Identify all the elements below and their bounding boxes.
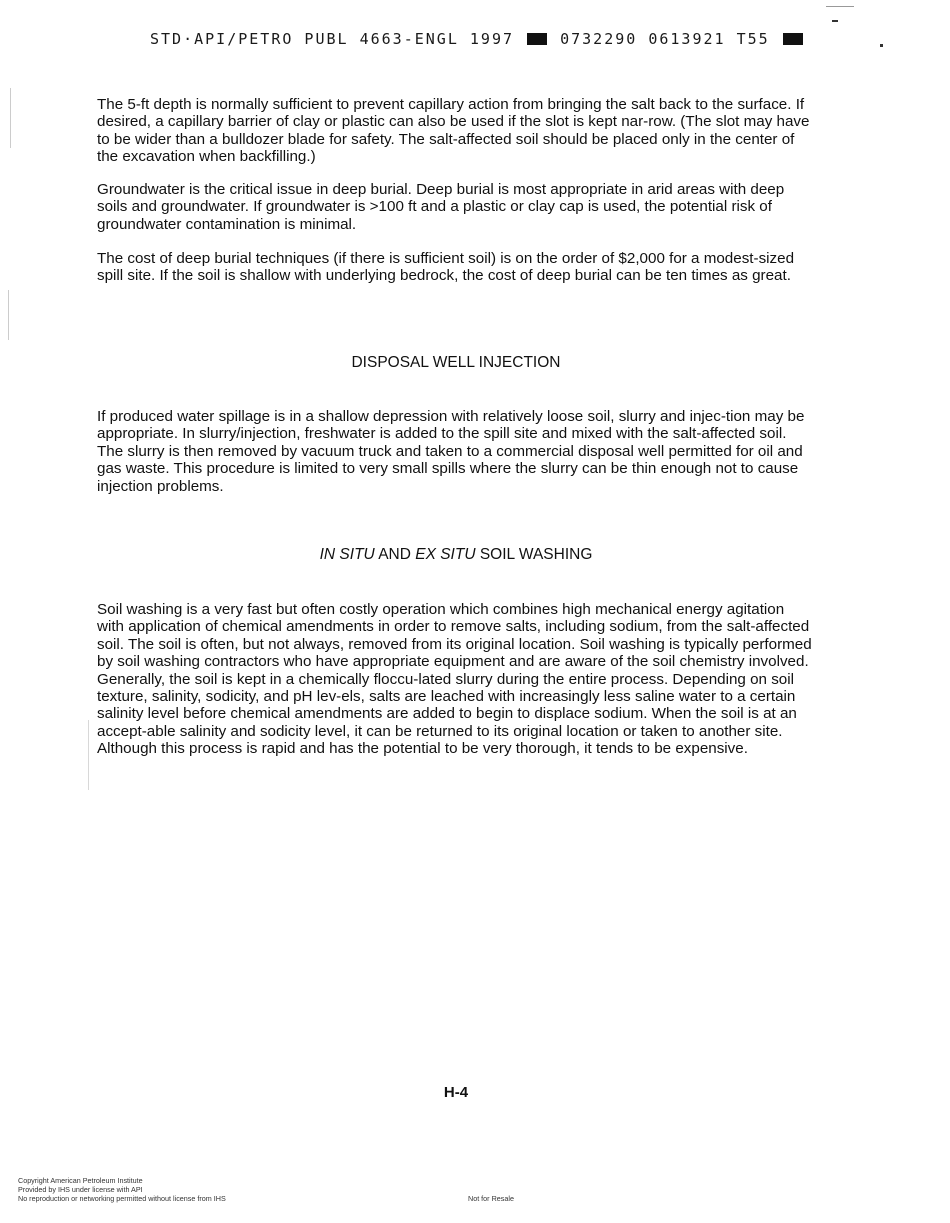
document-header-code [150,30,805,48]
scan-corner-mark [826,6,854,7]
header-serial: 0732290 0613921 T55 [560,30,770,48]
header-block-mark [527,33,547,45]
paragraph-groundwater: Groundwater is the critical issue in deep burial. Deep burial is most appropriate in arid areas with deep soils and groundwater. If groundwater is >100 ft and a plastic or clay cap is used, the potential risk of groundwater contamination is minimal. [97,181,785,233]
paragraph-capillary: The 5-ft depth is normally sufficient to prevent capillary action from bringing the salt back to the surface. If desired, a capillary barrier of clay or plastic can also be used if the slot is kept nar-row. (The slot may have to be wider than a bulldozer blade for safety. The salt-affected soil should be placed only in the center of the excavation when backfilling.) [97,96,810,166]
heading-disposal-well-injection: DISPOSAL WELL INJECTION [351,354,561,371]
heading-ex-situ: EX SITU [415,546,476,563]
heading-soil-washing [97,546,815,564]
not-for-resale-footer: Not for Resale [468,1194,514,1203]
footer-line-3: No reproduction or networking permitted without license from IHS [18,1194,226,1203]
paragraph-disposal: If produced water spillage is in a shallow depression with relatively loose soil, slurry and injec-tion may be appropriate. In slurry/injection, freshwater is added to the spill site and mixed with the salt-affected soil. The slurry is then removed by vacuum truck and taken to a commercial disposal well permitted for oil and gas waste. This procedure is limited to very small spills where the slurry can be thin enough not to cause injection problems. [97,408,805,495]
page-number: H-4 [443,1084,469,1101]
header-publication: STD·API/PETRO PUBL 4663-ENGL 1997 [150,30,515,48]
header-block-mark-end [783,33,803,45]
paragraph-soil-washing: Soil washing is a very fast but often costly operation which combines high mechanical energy agitation with application of chemical amendments in order to remove salts, including sodium, from the salt-affected soil. The soil is often, but not always, removed from its original location. Soil washing is typically performed by soil washing contractors who have appropriate equipment and are aware of the soil chemistry involved. Generally, the soil is kept in a chemically floccu-lated slurry during the entire process. Depending on soil texture, salinity, sodicity, and pH lev-els, salts are leached with increasingly less saline water to a certain salinity level before chemical amendments are added to begin to displace sodium. When the soil is at an accept-able salinity and sodicity level, it can be returned to its original location or taken to another site. Although this process is rapid and has the potential to be very thorough, it tends to be expensive. [97,601,812,758]
paragraph-cost: The cost of deep burial techniques (if there is sufficient soil) is on the order of $2,000 for a modest-sized spill site. If the soil is shallow with underlying bedrock, the cost of deep burial can be ten times as great. [97,250,795,285]
heading-soil-washing-rest: SOIL WASHING [475,546,593,563]
scan-margin-mark-3 [88,720,89,790]
scan-corner-dot-2 [880,44,883,47]
heading-and: AND [374,546,416,563]
scan-margin-mark-2 [8,290,9,340]
heading-in-situ: IN SITU [319,546,375,563]
footer-line-1: Copyright American Petroleum Institute [18,1176,143,1185]
scan-corner-dot [832,20,838,22]
scan-margin-mark [10,88,11,148]
copyright-footer [18,1176,226,1203]
footer-line-2: Provided by IHS under license with API [18,1185,143,1194]
